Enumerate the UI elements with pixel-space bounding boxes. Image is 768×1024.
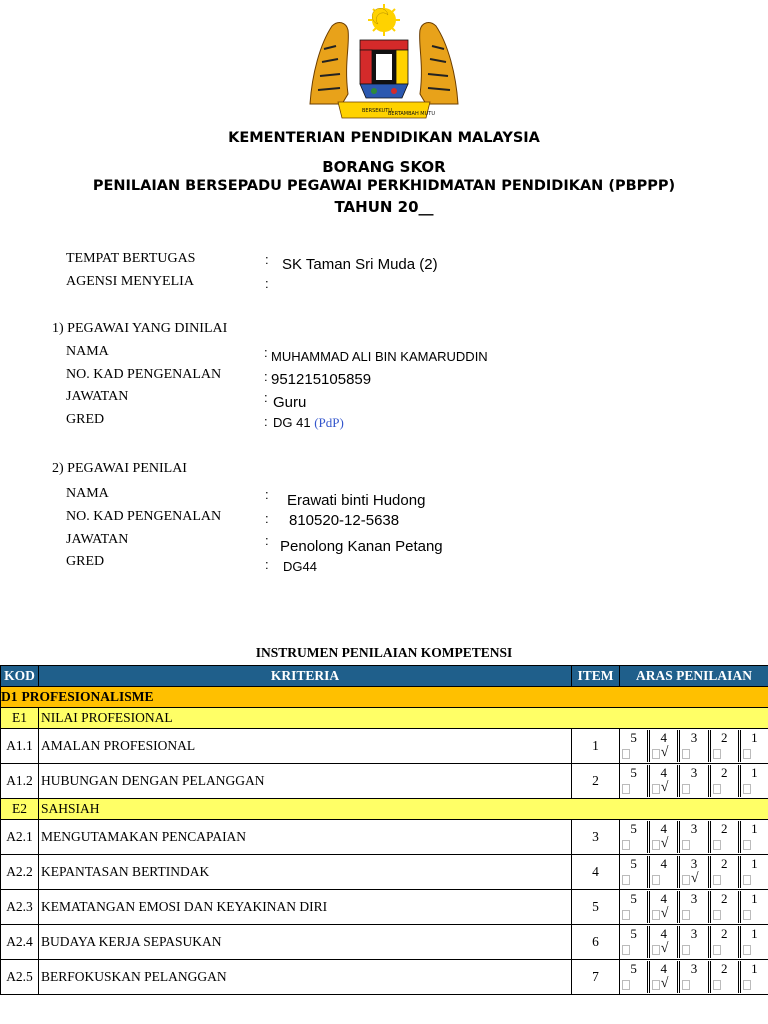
nama-label: NAMA <box>66 486 109 501</box>
pegawai-penilai-jawatan: Penolong Kanan Petang <box>280 538 443 555</box>
rating-option-3[interactable] <box>677 926 707 958</box>
colon: : <box>265 533 269 548</box>
rating-level-label: 2 <box>720 821 728 836</box>
rating-checkbox[interactable] <box>682 910 690 920</box>
subsection-code: E2 <box>1 799 39 820</box>
rating-level-label: 2 <box>720 765 728 780</box>
rating-level-label: 3 <box>690 856 698 871</box>
rating-option-5[interactable] <box>620 926 647 958</box>
rating-option-2[interactable] <box>708 961 738 993</box>
check-mark-icon: √ <box>660 836 669 851</box>
table-row <box>1 890 768 925</box>
rating-level-label: 3 <box>690 891 698 906</box>
subsection-row <box>1 708 768 729</box>
table-row <box>1 960 768 995</box>
rating-option-3[interactable] <box>677 961 707 993</box>
header-item: ITEM <box>572 666 620 687</box>
rating-level-label: 5 <box>630 821 637 836</box>
rating-option-1[interactable] <box>738 856 768 888</box>
check-mark-icon: √ <box>660 976 669 991</box>
rating-option-1[interactable] <box>738 765 768 797</box>
row-item: 6 <box>572 925 620 960</box>
section-row <box>1 687 768 708</box>
rating-checkbox[interactable] <box>682 749 690 759</box>
rating-option-4[interactable] <box>647 891 677 923</box>
colon: : <box>264 390 268 405</box>
check-mark-icon: √ <box>660 906 669 921</box>
row-kod: A2.1 <box>1 820 39 855</box>
rating-option-4[interactable] <box>647 926 677 958</box>
rating-option-1[interactable] <box>738 961 768 993</box>
table-row <box>1 925 768 960</box>
rating-option-3[interactable] <box>677 821 707 853</box>
rating-checkbox[interactable] <box>622 784 630 794</box>
rating-checkbox[interactable] <box>622 749 630 759</box>
colon: : <box>264 369 268 384</box>
row-kod: A1.2 <box>1 764 39 799</box>
ic-label: NO. KAD PENGENALAN <box>66 509 222 524</box>
row-kriteria: KEMATANGAN EMOSI DAN KEYAKINAN DIRI <box>39 890 572 925</box>
rating-checkbox[interactable] <box>743 910 751 920</box>
row-rating <box>620 764 768 799</box>
rating-level-label: 1 <box>751 891 758 906</box>
row-rating <box>620 820 768 855</box>
rating-option-2[interactable] <box>708 821 738 853</box>
rating-checkbox[interactable] <box>622 840 630 850</box>
colon: : <box>265 252 269 267</box>
rating-level-label: 3 <box>690 730 698 745</box>
colon: : <box>264 414 268 429</box>
rating-option-2[interactable] <box>708 730 738 762</box>
pegawai-penilai-ic: 810520-12-5638 <box>289 512 400 529</box>
row-kriteria: MENGUTAMAKAN PENCAPAIAN <box>39 820 572 855</box>
row-kod: A2.5 <box>1 960 39 995</box>
pegawai-dinilai-nama: MUHAMMAD ALI BIN KAMARUDDIN <box>271 349 488 364</box>
rating-checkbox[interactable] <box>652 910 660 920</box>
rating-level-label: 5 <box>630 891 637 906</box>
rating-option-3[interactable] <box>677 856 707 888</box>
row-rating <box>620 855 768 890</box>
rating-checkbox[interactable] <box>622 910 630 920</box>
rating-checkbox[interactable] <box>652 945 660 955</box>
check-mark-icon: √ <box>660 941 669 956</box>
nama-label: NAMA <box>66 344 109 359</box>
rating-option-2[interactable] <box>708 891 738 923</box>
rating-option-5[interactable] <box>620 856 647 888</box>
rating-checkbox[interactable] <box>713 749 721 759</box>
row-rating <box>620 960 768 995</box>
rating-option-2[interactable] <box>708 926 738 958</box>
gred-label: GRED <box>66 554 105 569</box>
colon: : <box>265 511 269 526</box>
tempat-bertugas-value: SK Taman Sri Muda (2) <box>282 256 438 273</box>
rating-checkbox[interactable] <box>682 875 690 885</box>
rating-option-1[interactable] <box>738 821 768 853</box>
rating-checkbox[interactable] <box>743 875 751 885</box>
rating-option-4[interactable] <box>647 821 677 853</box>
row-kod: A2.2 <box>1 855 39 890</box>
rating-checkbox[interactable] <box>713 910 721 920</box>
shield-icon <box>360 40 408 98</box>
rating-option-5[interactable] <box>620 961 647 993</box>
malaysia-coat-of-arms-icon <box>302 4 466 124</box>
rating-level-label: 2 <box>720 891 728 906</box>
rating-option-1[interactable] <box>738 891 768 923</box>
rating-level-label: 3 <box>690 961 698 976</box>
federal-star-icon <box>368 4 400 36</box>
table-body <box>1 687 768 995</box>
ministry-title: KEMENTERIAN PENDIDIKAN MALAYSIA <box>228 130 540 146</box>
rating-checkbox[interactable] <box>652 875 660 885</box>
pegawai-dinilai-heading: 1) PEGAWAI YANG DINILAI <box>52 321 228 336</box>
rating-level-label: 1 <box>751 856 758 871</box>
row-item: 7 <box>572 960 620 995</box>
row-rating <box>620 890 768 925</box>
competency-table <box>0 665 768 995</box>
row-item: 3 <box>572 820 620 855</box>
section-code: D1 <box>1 689 18 704</box>
subsection-name: SAHSIAH <box>39 799 768 820</box>
colon: : <box>265 276 269 291</box>
table-row <box>1 764 768 799</box>
rating-level-label: 5 <box>630 926 637 941</box>
header-kriteria: KRITERIA <box>39 666 572 687</box>
agensi-menyelia-label: AGENSI MENYELIA <box>66 274 194 289</box>
rating-level-label: 2 <box>720 961 728 976</box>
row-kriteria: BUDAYA KERJA SEPASUKAN <box>39 925 572 960</box>
row-kod: A1.1 <box>1 729 39 764</box>
instrument-title: INSTRUMEN PENILAIAN KOMPETENSI <box>255 645 513 660</box>
pegawai-dinilai-jawatan: Guru <box>273 394 307 411</box>
header-aras: ARAS PENILAIAN <box>620 666 768 687</box>
rating-checkbox[interactable] <box>743 749 751 759</box>
rating-checkbox[interactable] <box>713 980 721 990</box>
rating-level-label: 1 <box>751 926 758 941</box>
rating-checkbox[interactable] <box>622 945 630 955</box>
rating-checkbox[interactable] <box>652 980 660 990</box>
row-rating <box>620 925 768 960</box>
svg-text:BERTAMBAH MUTU: BERTAMBAH MUTU <box>388 111 435 117</box>
rating-level-label: 2 <box>720 730 728 745</box>
rating-level-label: 2 <box>720 856 728 871</box>
rating-level-label: 4 <box>660 730 668 745</box>
rating-option-4[interactable] <box>647 765 677 797</box>
row-item: 2 <box>572 764 620 799</box>
colon: : <box>265 487 269 502</box>
rating-option-3[interactable] <box>677 891 707 923</box>
row-item: 4 <box>572 855 620 890</box>
form-year: TAHUN 20__ <box>334 198 434 216</box>
rating-checkbox[interactable] <box>713 784 721 794</box>
rating-option-3[interactable] <box>677 765 707 797</box>
rating-option-4[interactable] <box>647 961 677 993</box>
gred-value: DG 41 <box>273 415 311 430</box>
row-kod: A2.3 <box>1 890 39 925</box>
rating-level-label: 5 <box>630 730 637 745</box>
rating-level-label: 5 <box>630 856 637 871</box>
rating-option-1[interactable] <box>738 926 768 958</box>
rating-checkbox[interactable] <box>713 840 721 850</box>
tiger-left-icon <box>310 23 348 104</box>
motto-scroll-icon <box>338 102 435 118</box>
rating-checkbox[interactable] <box>682 840 690 850</box>
check-mark-icon: √ <box>660 780 669 795</box>
rating-checkbox[interactable] <box>743 784 751 794</box>
rating-level-label: 1 <box>751 961 758 976</box>
form-subtitle: PENILAIAN BERSEPADU PEGAWAI PERKHIDMATAN PENDIDIKAN (PBPPP) <box>92 178 676 194</box>
rating-checkbox[interactable] <box>682 945 690 955</box>
subsection-name: NILAI PROFESIONAL <box>39 708 768 729</box>
row-rating <box>620 729 768 764</box>
pegawai-penilai-nama: Erawati binti Hudong <box>287 492 426 509</box>
pegawai-dinilai-gred <box>273 415 344 431</box>
row-kod: A2.4 <box>1 925 39 960</box>
rating-checkbox[interactable] <box>622 980 630 990</box>
table-row <box>1 855 768 890</box>
rating-option-5[interactable] <box>620 891 647 923</box>
rating-option-2[interactable] <box>708 765 738 797</box>
rating-checkbox[interactable] <box>652 784 660 794</box>
rating-checkbox[interactable] <box>682 784 690 794</box>
rating-level-label: 1 <box>751 821 758 836</box>
check-mark-icon: √ <box>690 871 699 886</box>
subsection-row <box>1 799 768 820</box>
colon: : <box>264 345 268 360</box>
table-header-row <box>1 666 768 687</box>
rating-checkbox[interactable] <box>713 875 721 885</box>
rating-option-2[interactable] <box>708 856 738 888</box>
rating-option-3[interactable] <box>677 730 707 762</box>
tiger-right-icon <box>420 23 458 104</box>
pegawai-dinilai-ic: 951215105859 <box>271 371 372 388</box>
rating-level-label: 3 <box>690 821 698 836</box>
gred-note: (PdP) <box>314 415 344 430</box>
rating-checkbox[interactable] <box>743 980 751 990</box>
rating-checkbox[interactable] <box>652 749 660 759</box>
rating-checkbox[interactable] <box>682 980 690 990</box>
pegawai-penilai-gred: DG44 <box>283 559 317 574</box>
row-item: 1 <box>572 729 620 764</box>
tempat-bertugas-label: TEMPAT BERTUGAS <box>66 251 196 266</box>
ic-label: NO. KAD PENGENALAN <box>66 367 222 382</box>
jawatan-label: JAWATAN <box>66 532 129 547</box>
rating-level-label: 4 <box>660 856 668 871</box>
rating-option-1[interactable] <box>738 730 768 762</box>
rating-level-label: 1 <box>751 730 758 745</box>
table-row <box>1 729 768 764</box>
rating-level-label: 4 <box>660 891 668 906</box>
row-item: 5 <box>572 890 620 925</box>
row-kriteria: AMALAN PROFESIONAL <box>39 729 572 764</box>
rating-level-label: 5 <box>630 961 637 976</box>
rating-option-5[interactable] <box>620 821 647 853</box>
rating-level-label: 2 <box>720 926 728 941</box>
pegawai-penilai-heading: 2) PEGAWAI PENILAI <box>52 461 187 476</box>
header-kod: KOD <box>1 666 39 687</box>
form-title: BORANG SKOR <box>322 158 446 176</box>
rating-option-5[interactable] <box>620 730 647 762</box>
subsection-code: E1 <box>1 708 39 729</box>
rating-checkbox[interactable] <box>713 945 721 955</box>
section-name: PROFESIONALISME <box>21 689 154 704</box>
rating-checkbox[interactable] <box>652 840 660 850</box>
rating-level-label: 1 <box>751 765 758 780</box>
rating-option-4[interactable] <box>647 856 677 888</box>
gred-label: GRED <box>66 412 105 427</box>
colon: : <box>265 557 269 572</box>
rating-level-label: 4 <box>660 821 668 836</box>
rating-level-label: 3 <box>690 765 698 780</box>
table-row <box>1 820 768 855</box>
row-kriteria: BERFOKUSKAN PELANGGAN <box>39 960 572 995</box>
rating-checkbox[interactable] <box>743 945 751 955</box>
rating-option-5[interactable] <box>620 765 647 797</box>
rating-checkbox[interactable] <box>622 875 630 885</box>
rating-checkbox[interactable] <box>743 840 751 850</box>
row-kriteria: KEPANTASAN BERTINDAK <box>39 855 572 890</box>
rating-level-label: 4 <box>660 765 668 780</box>
rating-level-label: 4 <box>660 961 668 976</box>
rating-level-label: 3 <box>690 926 698 941</box>
check-mark-icon: √ <box>660 745 669 760</box>
rating-level-label: 4 <box>660 926 668 941</box>
rating-level-label: 5 <box>630 765 637 780</box>
rating-option-4[interactable] <box>647 730 677 762</box>
svg-text:BERSEKUTU: BERSEKUTU <box>362 108 392 114</box>
row-kriteria: HUBUNGAN DENGAN PELANGGAN <box>39 764 572 799</box>
jawatan-label: JAWATAN <box>66 389 129 404</box>
